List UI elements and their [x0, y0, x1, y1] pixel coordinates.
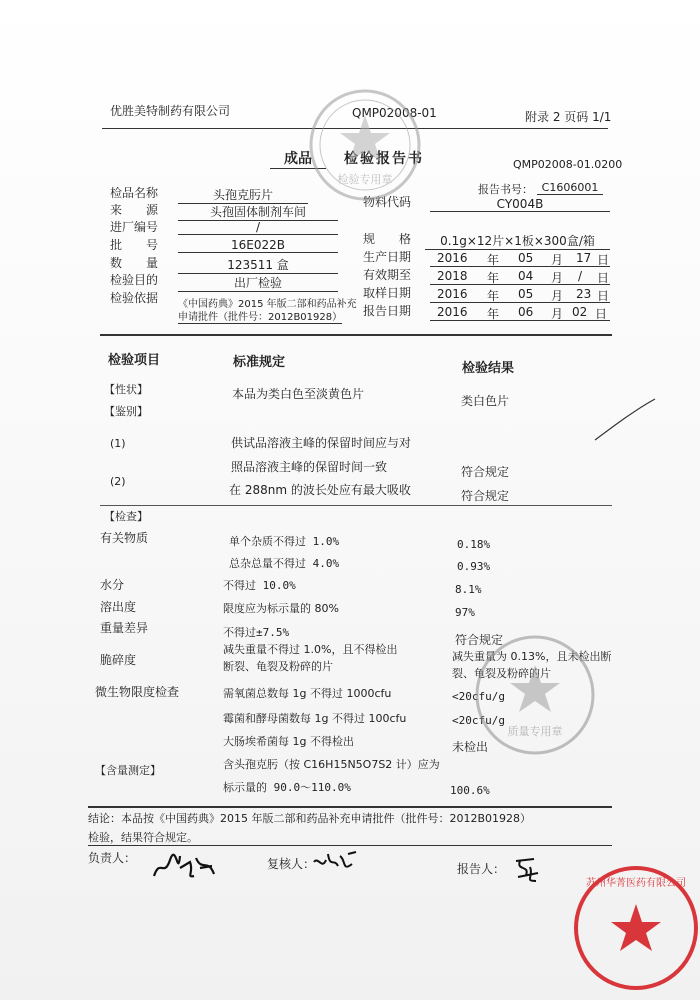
label-expiry: 有效期至: [363, 268, 412, 282]
doc-code: QMP02008-01: [352, 106, 437, 120]
report-month-unit: 月: [551, 307, 564, 321]
sampling-month-unit: 月: [551, 289, 564, 303]
expiry-day-unit: 日: [597, 271, 610, 285]
title-prefix: 成品: [270, 148, 326, 169]
value-purpose: 出厂检验: [178, 274, 338, 292]
expiry-day: /: [578, 269, 583, 283]
quality-stamp-text: 质量专用章: [507, 725, 563, 738]
prod-year: 2016: [437, 251, 468, 265]
prod-day-unit: 日: [597, 253, 610, 267]
value-incoming: /: [178, 220, 338, 235]
expiry-year: 2018: [437, 269, 468, 283]
id2-label: (2): [110, 475, 126, 488]
value-quantity: 123511 盒: [178, 256, 338, 274]
report-day-unit: 日: [595, 307, 608, 321]
table-bottom-border: [88, 806, 612, 808]
weight-standard: 不得过±7.5%: [223, 626, 290, 639]
assay-standard-line1: 含头孢克肟（按 C16H15N5O7S2 计）应为: [223, 758, 440, 771]
header-item: 检验项目: [108, 353, 161, 368]
weight-result: 符合规定: [455, 633, 504, 647]
conclusion-line2: 检验，结果符合规定。: [88, 831, 198, 844]
related-standard-1: 单个杂质不得过 1.0%: [229, 535, 340, 548]
expiry-month-unit: 月: [551, 271, 564, 285]
sampling-day-unit: 日: [597, 289, 610, 303]
label-incoming: 进厂编号: [110, 220, 159, 234]
friability-standard-line1: 减失重量不得过 1.0%，且不得检出: [223, 643, 398, 656]
page-info: 附录 2 页码 1/1: [525, 110, 612, 124]
company-name: 优胜美特制药有限公司: [110, 104, 231, 118]
id1-result: 符合规定: [461, 465, 510, 479]
value-source: 头孢固体制剂车间: [178, 203, 338, 221]
label-spec: 规 格: [363, 232, 412, 246]
label-basis: 检验依据: [110, 291, 159, 305]
quality-stamp: [470, 630, 600, 760]
report-year-unit: 年: [487, 307, 500, 321]
micro-label: 微生物限度检查: [95, 685, 180, 699]
sampling-month: 05: [518, 287, 534, 301]
prod-year-unit: 年: [487, 253, 500, 267]
friability-result-line2: 裂、龟裂及粉碎的片: [452, 667, 551, 680]
reviewer-label: 复核人：: [267, 857, 316, 871]
label-material-code: 物料代码: [363, 195, 412, 209]
label-name: 检品名称: [110, 186, 159, 200]
assay-result: 100.6%: [450, 784, 490, 797]
micro-standard-2: 霉菌和酵母菌数每 1g 不得过 100cfu: [223, 712, 407, 725]
table-top-border: [100, 334, 612, 336]
report-month: 06: [518, 305, 534, 319]
pen-tick-mark: [590, 395, 660, 445]
weight-label: 重量差异: [100, 621, 149, 635]
prod-day: 17: [576, 251, 592, 265]
label-report-date: 报告日期: [363, 304, 412, 318]
micro-standard-3: 大肠埃希菌每 1g 不得检出: [223, 735, 354, 748]
title-suffix: 检验报告书: [344, 151, 424, 167]
friability-result-line1: 减失重量为 0.13%，且未检出断: [452, 650, 612, 663]
label-quantity: 数 量: [110, 256, 159, 270]
micro-standard-1: 需氧菌总数每 1g 不得过 1000cfu: [223, 687, 392, 700]
conclusion-underline: [88, 845, 612, 846]
value-spec: 0.1g×12片×1板×300盒/箱: [425, 232, 610, 250]
reporter-label: 报告人：: [457, 862, 506, 876]
appearance-result: 类白色片: [461, 394, 510, 408]
id2-result: 符合规定: [461, 489, 510, 503]
sampling-year: 2016: [437, 287, 468, 301]
form-code: QMP02008-01.0200: [513, 158, 623, 171]
inspection-stamp: [305, 85, 425, 205]
report-no-value: C1606001: [537, 181, 603, 195]
identification-label: 【鉴别】: [104, 405, 148, 418]
water-result: 8.1%: [455, 583, 482, 596]
micro-result-2: <20cfu/g: [452, 714, 505, 727]
value-material-code: CY004B: [430, 197, 610, 212]
friability-label: 脆碎度: [100, 653, 137, 667]
id1-standard-line2: 照品溶液主峰的保留时间一致: [231, 460, 388, 474]
value-basis-line2: 申请批件（批件号：2012B01928）: [178, 308, 342, 324]
related-result-1: 0.18%: [457, 538, 491, 551]
id1-label: (1): [110, 437, 126, 450]
expiry-month: 04: [518, 269, 534, 283]
responsible-label: 负责人：: [88, 851, 137, 865]
id2-standard: 在 288nm 的波长处应有最大吸收: [229, 483, 411, 497]
micro-result-3: 未检出: [452, 740, 489, 754]
label-sampling: 取样日期: [363, 286, 412, 300]
appearance-standard: 本品为类白色至淡黄色片: [232, 387, 365, 401]
company-stamp: [566, 858, 700, 992]
reporter-signature: [512, 855, 542, 885]
check-label: 【检查】: [104, 510, 148, 523]
header-standard: 标准规定: [233, 355, 286, 370]
id1-standard-line1: 供试品溶液主峰的保留时间应与对: [231, 436, 412, 450]
check-divider: [100, 505, 612, 506]
related-result-2: 0.93%: [457, 560, 491, 573]
label-prod-date: 生产日期: [363, 250, 412, 264]
report-no-label: 报告书号：: [478, 183, 533, 196]
assay-label: 【含量测定】: [95, 764, 161, 777]
sampling-year-unit: 年: [487, 289, 500, 303]
related-standard-2: 总杂总量不得过 4.0%: [229, 557, 340, 570]
reviewer-signature: [312, 848, 358, 878]
value-batch: 16E022B: [178, 238, 338, 253]
report-year: 2016: [437, 305, 468, 319]
expiry-year-unit: 年: [487, 271, 500, 285]
conclusion-line1: 结论：本品按《中国药典》2015 年版二部和药品补充申请批件（批件号：2012B01928）: [88, 812, 532, 825]
friability-standard-line2: 断裂、龟裂及粉碎的片: [223, 660, 333, 673]
dissolution-label: 溶出度: [100, 600, 137, 614]
report-day: 02: [572, 305, 588, 319]
dissolution-standard: 限度应为标示量的 80%: [223, 602, 339, 615]
value-name: 头孢克肟片: [178, 186, 308, 204]
label-batch: 批 号: [110, 238, 159, 252]
related-label: 有关物质: [100, 531, 149, 545]
responsible-signature: [150, 848, 218, 884]
water-standard: 不得过 10.0%: [223, 579, 296, 592]
label-purpose: 检验目的: [110, 273, 159, 287]
prod-month: 05: [518, 251, 534, 265]
assay-standard-line2: 标示量的 90.0～110.0%: [223, 781, 351, 794]
label-source: 来 源: [110, 203, 159, 217]
appearance-label: 【性状】: [104, 383, 148, 396]
value-basis-line1: 《中国药典》2015 年版二部和药品补充: [178, 299, 357, 310]
water-label: 水分: [100, 578, 125, 592]
inspection-stamp-text: 检验专用章: [337, 173, 393, 186]
dissolution-result: 97%: [455, 606, 475, 619]
company-stamp-text: 苏州华菁医药有限公司: [586, 878, 686, 889]
prod-month-unit: 月: [551, 253, 564, 267]
micro-result-1: <20cfu/g: [452, 690, 505, 703]
header-result: 检验结果: [462, 361, 515, 376]
sampling-day: 23: [576, 287, 592, 301]
